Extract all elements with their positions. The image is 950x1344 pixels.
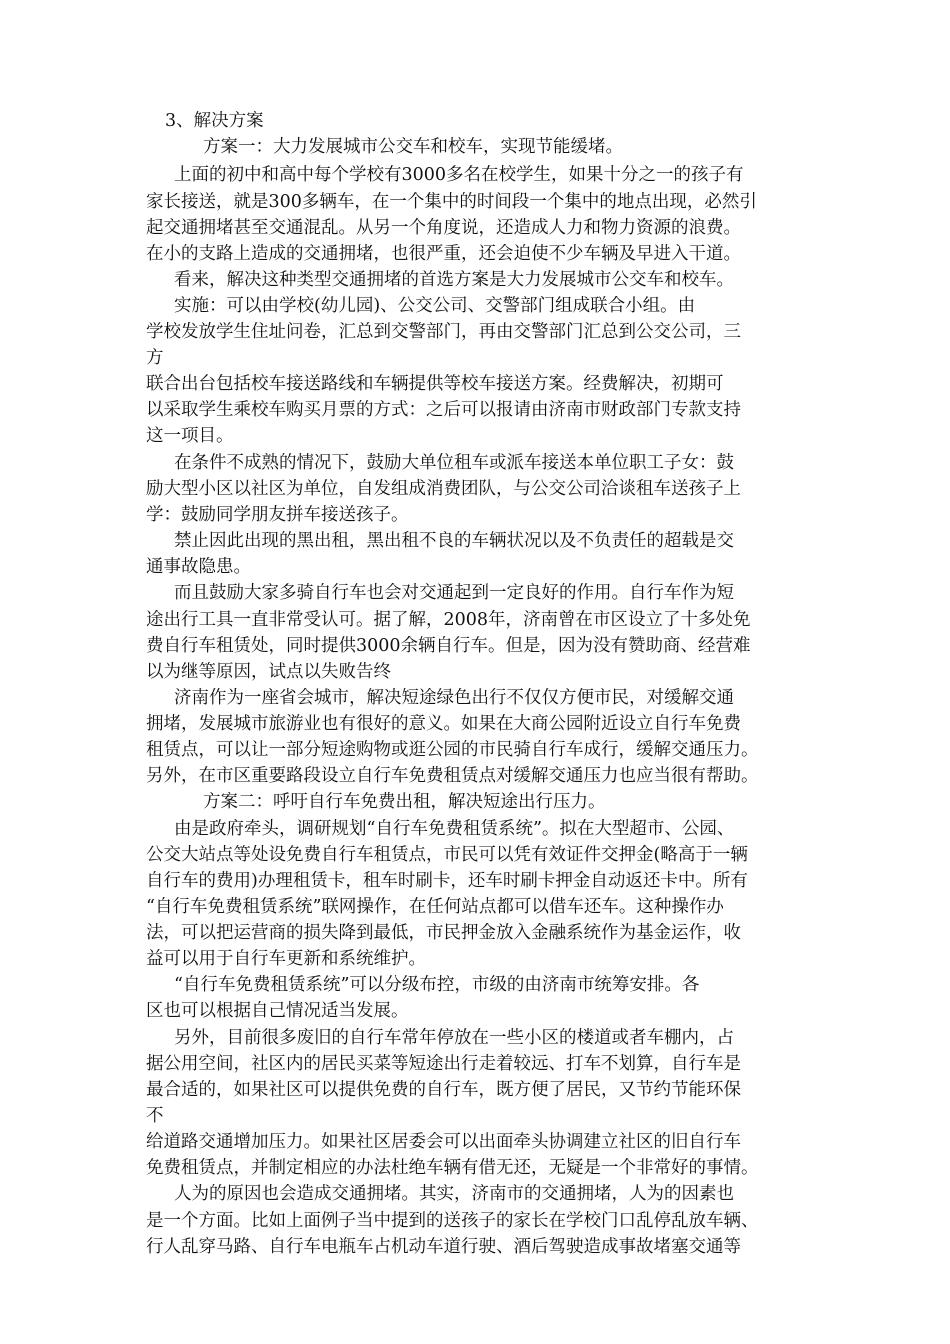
- text-line: 是一个方面。比如上面例子当中提到的送孩子的家长在学校门口乱停乱放车辆、: [146, 1211, 759, 1231]
- text-line: 益可以用于自行车更新和系统维护。: [146, 949, 426, 969]
- text-line: 禁止因此出现的黑出租，黑出租不良的车辆状况以及不负责任的超载是交: [174, 531, 734, 551]
- text-line: 人为的原因也会造成交通拥堵。其实，济南市的交通拥堵，人为的因素也: [174, 1184, 734, 1204]
- text-line: 实施：可以由学校(幼儿园)、公交公司、交警部门组成联合小组。由: [174, 296, 696, 316]
- text-line: 拥堵，发展城市旅游业也有很好的意义。如果在大商公园附近设立自行车免费: [146, 714, 741, 734]
- text-line: 学：鼓励同学朋友拼车接送孩子。: [146, 505, 409, 525]
- text-line: 家长接送，就是300多辆车，在一个集中的时间段一个集中的地点出现，必然引: [146, 192, 757, 212]
- text-line: 公交大站点等处设免费自行车租赁点，市民可以凭有效证件交押金(略高于一辆: [146, 845, 748, 865]
- text-line: 途出行工具一直非常受认可。据了解，2008年，济南曾在市区设立了十多处免: [146, 610, 751, 630]
- text-line: 方案二：呼吁自行车免费出租，解决短途出行压力。: [203, 792, 606, 812]
- text-line: 租赁点，可以让一部分短途购物或逛公园的市民骑自行车成行，缓解交通压力。: [146, 740, 759, 760]
- text-line: 通事故隐患。: [146, 557, 251, 577]
- text-line: 以为继等原因，试点以失败告终: [146, 662, 391, 682]
- text-line: 另外，目前很多废旧的自行车常年停放在一些小区的楼道或者车棚内，占: [174, 1028, 734, 1048]
- text-line: 这一项目。: [146, 426, 234, 446]
- text-line: 联合出台包括校车接送路线和车辆提供等校车接送方案。经费解决，初期可: [146, 374, 724, 394]
- text-line: 另外，在市区重要路段设立自行车免费租赁点对缓解交通压力也应当很有帮助。: [146, 766, 759, 786]
- text-line: 起交通拥堵甚至交通混乱。从另一个角度说，还造成人力和物力资源的浪费。: [146, 218, 741, 238]
- text-line: 自行车的费用)办理租赁卡，租车时刷卡，还车时刷卡押金自动返还卡中。所有: [146, 871, 748, 891]
- text-line: 法，可以把运营商的损失降到最低，市民押金放入金融系统作为基金运作，收: [146, 923, 741, 943]
- text-line: 费自行车租赁处，同时提供3000余辆自行车。但是，因为没有赞助商、经营难: [146, 636, 751, 656]
- text-line: “自行车免费租赁系统”可以分级布控，市级的由济南市统筹安排。各: [174, 975, 700, 995]
- text-line: 看来，解决这种类型交通拥堵的首选方案是大力发展城市公交车和校车。: [174, 270, 734, 290]
- text-line: 方: [146, 348, 164, 368]
- text-line: 免费租赁点，并制定相应的办法杜绝车辆有借无还，无疑是一个非常好的事情。: [146, 1158, 759, 1178]
- text-line: 在小的支路上造成的交通拥堵，也很严重，还会迫使不少车辆及早进入干道。: [146, 244, 741, 264]
- text-line: 而且鼓励大家多骑自行车也会对交通起到一定良好的作用。自行车作为短: [174, 583, 734, 603]
- text-line: “自行车免费租赁系统”联网操作，在任何站点都可以借车还车。这种操作办: [146, 897, 724, 917]
- text-line: 3、解决方案: [165, 111, 264, 131]
- text-line: 济南作为一座省会城市，解决短途绿色出行不仅仅方便市民，对缓解交通: [174, 688, 734, 708]
- text-line: 由是政府牵头，调研规划“自行车免费租赁系统”。拟在大型超市、公园、: [174, 819, 735, 839]
- text-line: 励大型小区以社区为单位，自发组成消费团队，与公交公司洽谈租车送孩子上: [146, 479, 741, 499]
- text-line: 给道路交通增加压力。如果社区居委会可以出面牵头协调建立社区的旧自行车: [146, 1132, 741, 1152]
- text-line: 最合适的，如果社区可以提供免费的自行车，既方便了居民，又节约节能环保: [146, 1080, 741, 1100]
- text-line: 上面的初中和高中每个学校有3000多名在校学生，如果十分之一的孩子有: [174, 165, 744, 185]
- text-line: 以采取学生乘校车购买月票的方式：之后可以报请由济南市财政部门专款支持: [146, 400, 741, 420]
- text-line: 不: [146, 1106, 164, 1126]
- text-line: 方案一：大力发展城市公交车和校车，实现节能缓堵。: [203, 137, 623, 157]
- text-line: 区也可以根据自己情况适当发展。: [146, 1001, 409, 1021]
- text-line: 行人乱穿马路、自行车电瓶车占机动车道行驶、酒后驾驶造成事故堵塞交通等: [146, 1237, 741, 1257]
- text-line: 在条件不成熟的情况下，鼓励大单位租车或派车接送本单位职工子女：鼓: [174, 453, 734, 473]
- text-line: 学校发放学生住址问卷，汇总到交警部门，再由交警部门汇总到公交公司，三: [146, 322, 741, 342]
- text-line: 据公用空间，社区内的居民买菜等短途出行走着较远、打车不划算，自行车是: [146, 1054, 741, 1074]
